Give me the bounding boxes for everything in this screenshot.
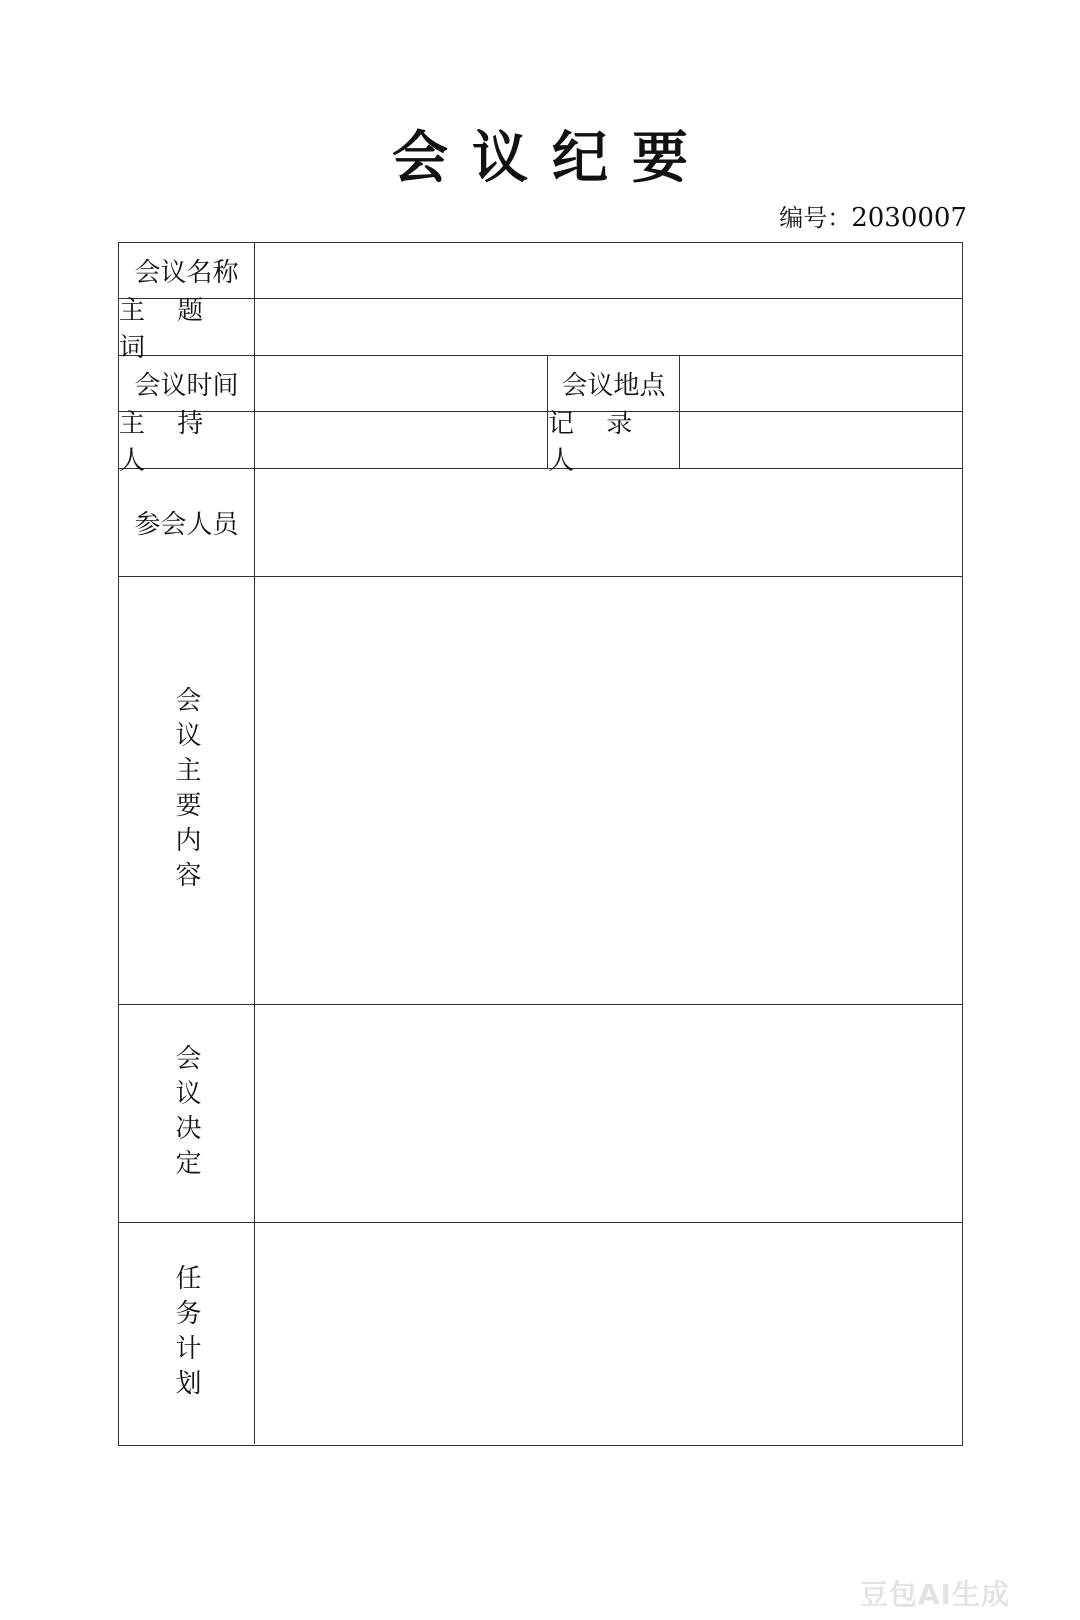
serial-label: 编号： [779,204,852,232]
document-title: 会议纪要 [392,125,712,191]
label-decisions-text: 会议决定 [171,1043,201,1184]
field-recorder[interactable] [680,412,962,469]
label-main-content-text: 会议主要内容 [171,685,201,896]
label-meeting-name: 会议名称 [119,243,255,299]
label-decisions [119,1005,255,1223]
label-host [119,409,255,476]
label-meeting-time: 会议时间 [119,356,255,412]
label-subject-text: 主 题 词 [119,296,216,363]
field-decisions[interactable] [255,1005,962,1223]
serial-number [779,202,967,234]
field-attendees[interactable] [255,469,962,577]
label-task-plan [119,1223,255,1444]
label-recorder-text: 记 录 人 [548,409,645,476]
field-subject[interactable] [255,299,962,356]
watermark: 豆包AI生成 [859,1578,1010,1611]
minutes-form [118,242,963,1446]
serial-value: 2030007 [851,203,967,233]
label-main-content [119,577,255,1005]
field-task-plan[interactable] [255,1223,962,1444]
label-subject [119,296,255,363]
label-meeting-place: 会议地点 [548,356,680,412]
field-host[interactable] [255,412,548,469]
field-meeting-name[interactable] [255,243,962,299]
label-host-text: 主 持 人 [119,409,216,476]
label-recorder [548,409,680,476]
label-task-plan-text: 任务计划 [171,1263,201,1404]
field-meeting-time[interactable] [255,356,548,412]
field-main-content[interactable] [255,577,962,1005]
label-attendees: 参会人员 [119,469,255,577]
field-meeting-place[interactable] [680,356,962,412]
